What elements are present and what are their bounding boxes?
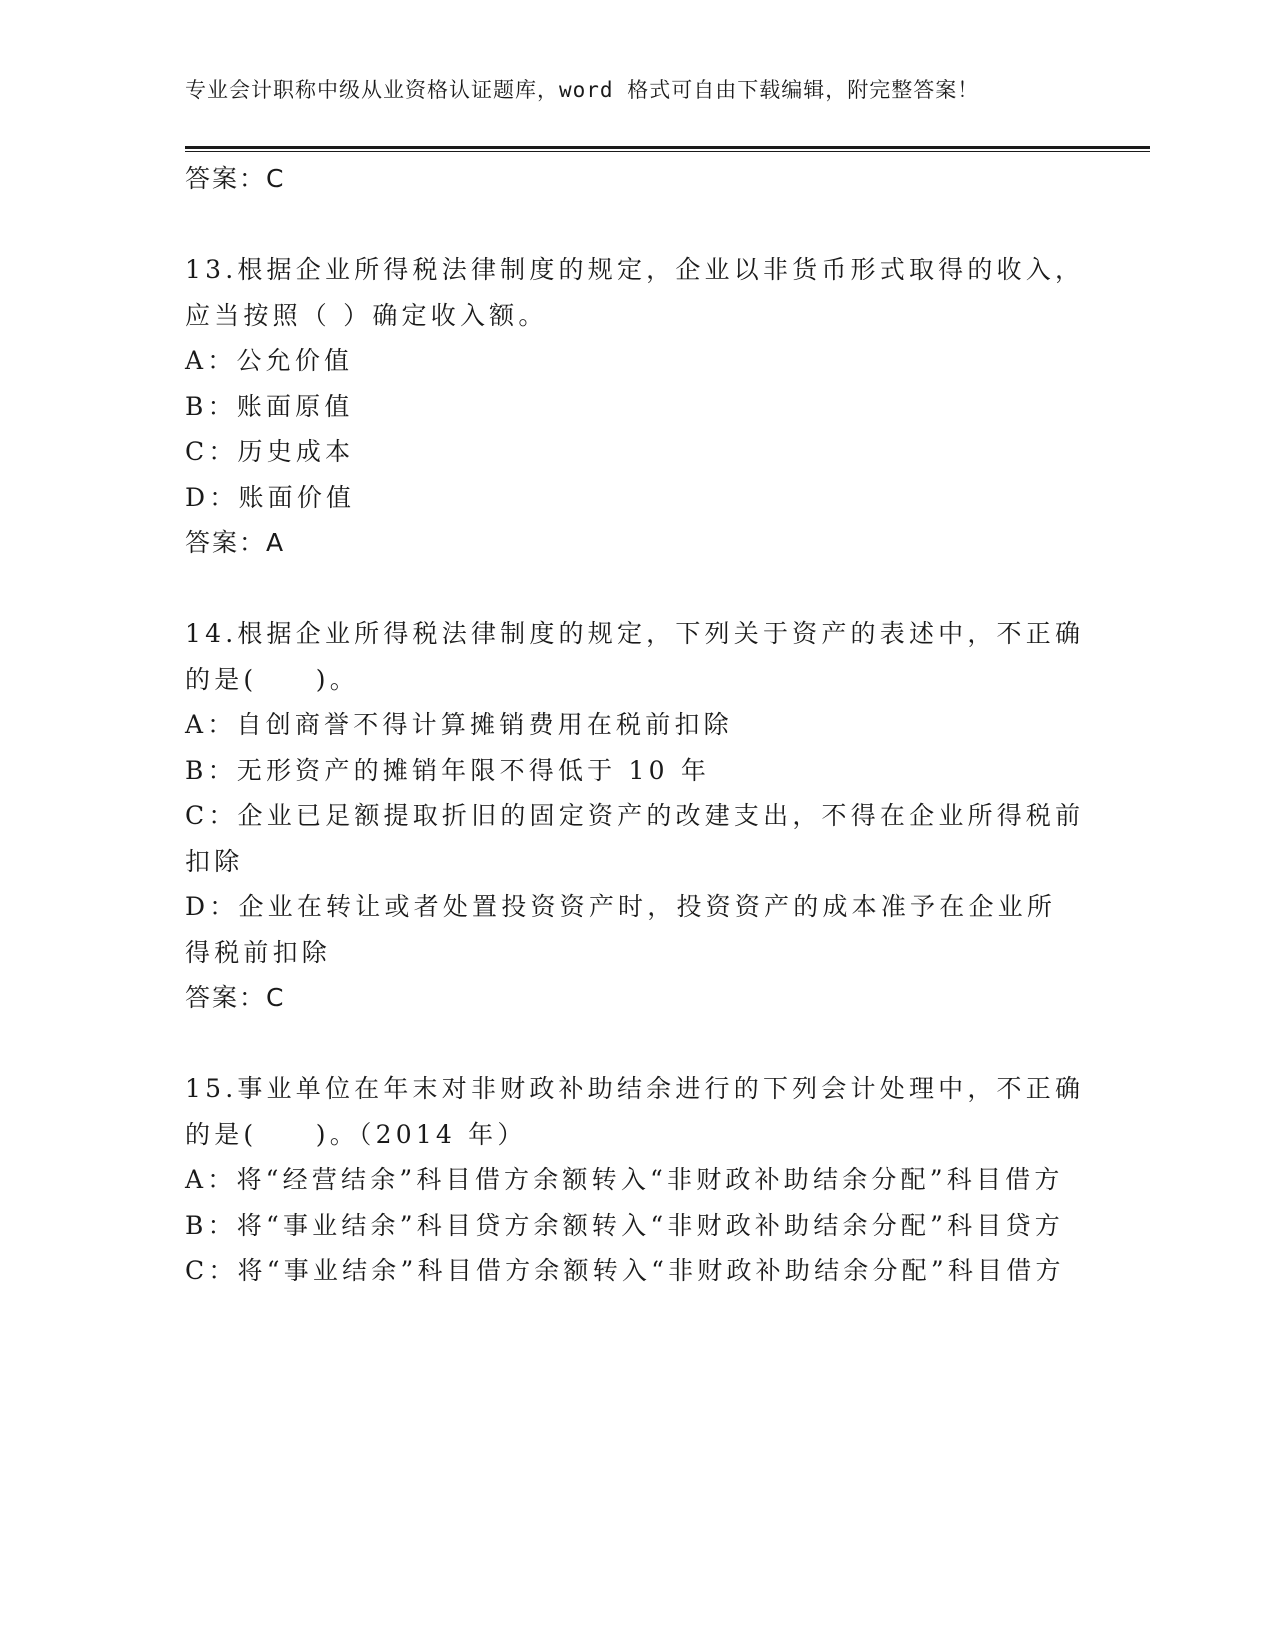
question-stem: 15.事业单位在年末对非财政补助结余进行的下列会计处理中，不正确的是( )。（2014 年） [185,1074,1085,1149]
option-b: B：无形资产的摊销年限不得低于 10 年 [185,755,711,785]
option-a: A：将“经营结余”科目借方余额转入“非财政补助结余分配”科目借方 [185,1165,1064,1194]
question-13 [185,247,1085,566]
option-d: D：企业在转让或者处置投资资产时，投资资产的成本准予在企业所得税前扣除 [185,892,1057,967]
question-stem: 13.根据企业所得税法律制度的规定，企业以非货币形式取得的收入，应当按照（ ）确定收入额。 [185,255,1085,330]
answer-label: 答案：C [185,164,286,193]
option-c: C：企业已足额提取折旧的固定资产的改建支出，不得在企业所得税前扣除 [185,801,1085,876]
option-c: C：将“事业结余”科目借方余额转入“非财政补助结余分配”科目借方 [185,1256,1065,1285]
header-rule-thin [185,151,1150,152]
option-c: C：历史成本 [185,437,355,466]
option-d: D：账面价值 [185,482,356,512]
option-b: B：账面原值 [185,391,354,421]
option-a: A：公允价值 [185,346,354,375]
answer-label: 答案：A [185,528,286,557]
document-body [185,156,1085,1294]
question-15 [185,1066,1085,1294]
page-header: 专业会计职称中级从业资格认证题库，word 格式可自由下载编辑，附完整答案！ [185,78,980,102]
header-rule-thick [185,146,1150,149]
option-a: A：自创商誉不得计算摊销费用在税前扣除 [185,710,733,739]
answer-label: 答案：C [185,983,286,1012]
option-b: B：将“事业结余”科目贷方余额转入“非财政补助结余分配”科目贷方 [185,1210,1064,1240]
question-14 [185,611,1085,1021]
question-stem: 14.根据企业所得税法律制度的规定，下列关于资产的表述中，不正确的是( )。 [185,619,1085,694]
